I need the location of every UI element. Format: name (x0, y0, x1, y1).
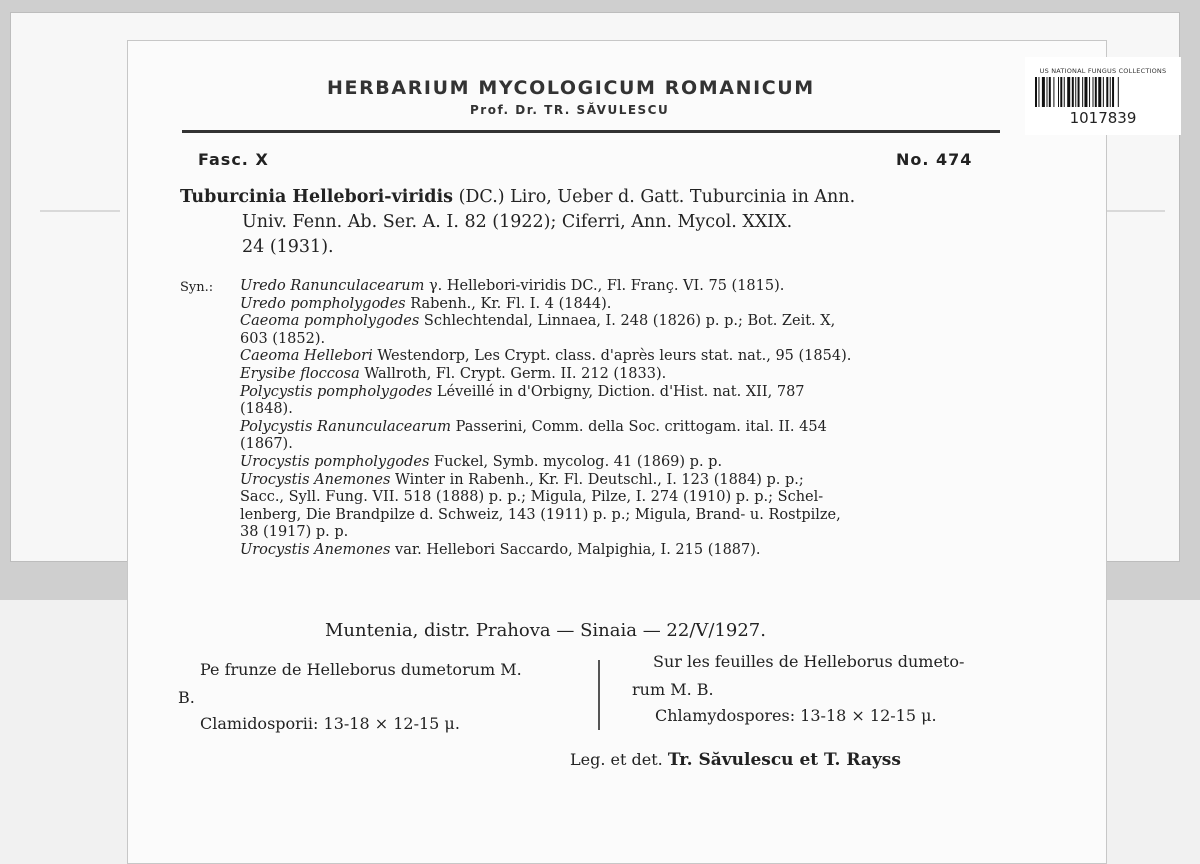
synonym-reference: 38 (1917) p. p. (240, 524, 349, 541)
host-romanian-cont: B. (178, 688, 195, 707)
synonym-line (240, 507, 1020, 524)
synonym-reference: (1848). (240, 401, 293, 418)
column-divider (598, 660, 600, 730)
synonym-taxon: Urocystis Anemones (240, 542, 391, 558)
barcode-caption: US NATIONAL FUNGUS COLLECTIONS (1039, 67, 1167, 75)
synonym-line (240, 542, 1020, 559)
herbarium-subtitle: Prof. Dr. TR. SĂVULESCU (470, 103, 670, 117)
collector-line (570, 750, 901, 770)
synonym-reference: Winter in Rabenh., Kr. Fl. Deutschl., I. 123 (1884) p. p.; (390, 471, 804, 488)
collector-prefix: Leg. et det. (570, 750, 663, 769)
synonym-line (240, 524, 1020, 541)
spores-french: Chlamydospores: 13-18 × 12-15 μ. (655, 706, 937, 725)
header-rule (182, 130, 1000, 133)
synonym-line (240, 472, 1020, 489)
barcode-sticker (1025, 57, 1181, 135)
synonym-reference: Schlechtendal, Linnaea, I. 248 (1826) p. p.; Bot. Zeit. X, (419, 313, 836, 330)
synonym-reference: Sacc., Syll. Fung. VII. 518 (1888) p. p.; Migula, Pilze, I. 274 (1910) p. p.; Schel- (240, 489, 824, 506)
synonym-line (240, 436, 1020, 453)
fascicle-label: Fasc. X (198, 150, 269, 169)
envelope-fold (1105, 210, 1165, 212)
taxon-citation (180, 185, 1010, 260)
synonym-reference: Fuckel, Symb. mycolog. 41 (1869) p. p. (429, 454, 723, 470)
synonym-line (240, 489, 1020, 506)
synonym-reference: var. Hellebori Saccardo, Malpighia, I. 215 (1887). (390, 542, 761, 558)
synonym-line (240, 366, 1020, 383)
host-romanian: Pe frunze de Helleborus dumetorum M. (200, 660, 522, 679)
synonym-line (240, 278, 1020, 295)
envelope-fold (40, 210, 120, 212)
collector-names: Tr. Săvulescu et T. Rayss (667, 750, 901, 770)
barcode-number: 1017839 (1069, 109, 1137, 127)
synonym-reference: (1867). (240, 436, 293, 453)
synonym-taxon: Uredo Ranunculacearum (240, 278, 425, 294)
host-french: Sur les feuilles de Helleborus dumeto- (653, 652, 965, 671)
synonym-line (240, 296, 1020, 313)
barcode-icon (1035, 77, 1171, 107)
synonym-reference: Rabenh., Kr. Fl. I. 4 (1844). (405, 295, 612, 312)
synonym-taxon: Polycystis pompholygodes (240, 383, 433, 400)
synonym-reference: Léveillé in d'Orbigny, Diction. d'Hist. nat. XII, 787 (432, 383, 805, 400)
taxon-author: (DC.) Liro, Ueber d. Gatt. Tuburcinia in Ann. (458, 187, 856, 207)
synonym-reference: Wallroth, Fl. Crypt. Germ. II. 212 (1833). (359, 366, 667, 382)
synonym-line (240, 313, 1020, 330)
synonym-taxon: Caeoma pompholygodes (240, 313, 420, 330)
taxon-citation-line: Univ. Fenn. Ab. Ser. A. I. 82 (1922); Ciferri, Ann. Mycol. XXIX. (242, 212, 793, 232)
synonym-taxon: Erysibe floccosa (240, 366, 360, 382)
synonym-reference: 603 (1852). (240, 330, 326, 347)
synonyms-label: Syn.: (180, 280, 214, 295)
synonym-line (240, 454, 1020, 471)
synonym-reference: lenberg, Die Brandpilze d. Schweiz, 143 (1911) p. p.; Migula, Brand- u. Rostpilze, (240, 506, 841, 523)
locality: Muntenia, distr. Prahova — Sinaia — 22/V/1927. (325, 620, 766, 641)
synonym-line (240, 384, 1020, 401)
spores-romanian: Clamidosporii: 13-18 × 12-15 μ. (200, 714, 460, 733)
host-french-cont: rum M. B. (632, 680, 714, 699)
synonym-taxon: Polycystis Ranunculacearum (240, 418, 452, 435)
synonym-taxon: Uredo pompholygodes (240, 295, 406, 312)
synonym-line (240, 331, 1020, 348)
synonym-reference: Passerini, Comm. della Soc. crittogam. ital. II. 454 (451, 418, 827, 435)
herbarium-title: HERBARIUM MYCOLOGICUM ROMANICUM (327, 77, 815, 99)
synonym-line (240, 348, 1020, 365)
synonym-taxon: Caeoma Hellebori (240, 348, 373, 365)
synonym-line (240, 401, 1020, 418)
synonym-line (240, 419, 1020, 436)
specimen-number: No. 474 (896, 150, 973, 169)
synonym-reference: γ. Hellebori-viridis DC., Fl. Franç. VI. 75 (1815). (424, 278, 785, 294)
taxon-name: Tuburcinia Hellebori-viridis (180, 187, 453, 207)
synonym-taxon: Urocystis pompholygodes (240, 454, 430, 470)
taxon-citation-line: 24 (1931). (242, 237, 334, 257)
synonym-taxon: Urocystis Anemones (240, 471, 391, 488)
synonym-reference: Westendorp, Les Crypt. class. d'après leurs stat. nat., 95 (1854). (372, 348, 852, 365)
